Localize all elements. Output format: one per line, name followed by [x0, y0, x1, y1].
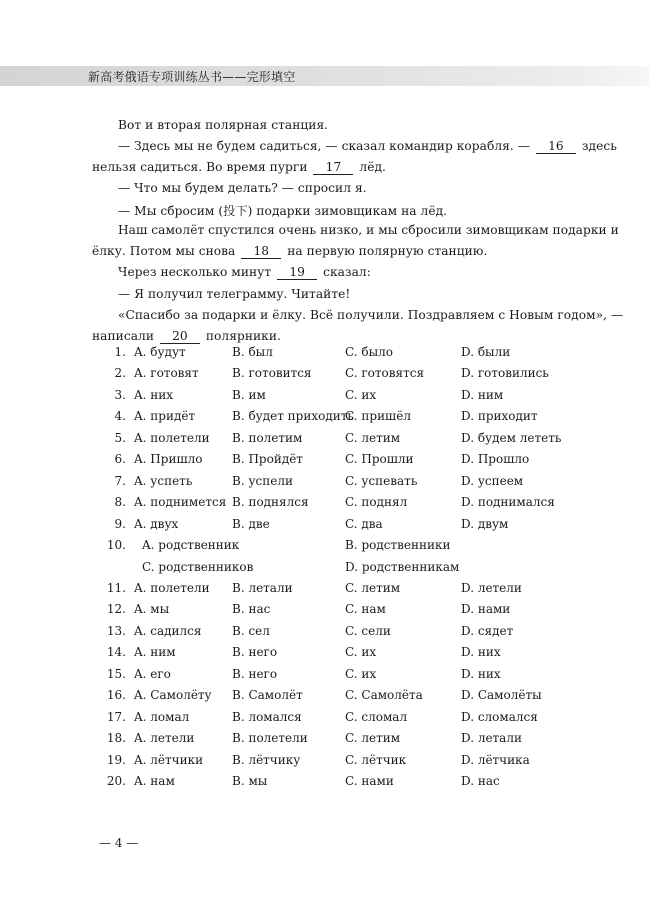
book-series-title: 新高考俄语专项训练丛书——完形填空	[88, 70, 296, 84]
answer-option: C. летим	[345, 430, 401, 445]
answer-option: A. них	[134, 387, 174, 402]
page-number: — 4 —	[99, 836, 139, 850]
answer-option: C. их	[345, 666, 377, 681]
passage-line	[118, 202, 447, 219]
answer-option: A. садился	[134, 623, 202, 638]
answer-option: A. родственник	[142, 538, 240, 553]
answer-option: D. них	[461, 666, 501, 681]
answer-option: A. успеть	[134, 473, 193, 488]
answer-option: C. летим	[345, 731, 401, 746]
answer-option: A. готовят	[134, 366, 199, 381]
answer-option: D. лётчика	[461, 752, 530, 767]
passage-text-after-blank: на первую полярную станцию.	[287, 244, 488, 258]
answer-option: D. готовились	[461, 366, 549, 381]
passage-text: — Мы сбросим (投下) подарки зимовщикам на лёд.	[118, 204, 448, 218]
answer-option: D. будем лететь	[461, 430, 562, 445]
question-number: 1.	[114, 345, 126, 359]
answer-option: B. Самолёт	[232, 688, 303, 703]
answer-option: B. лётчику	[232, 752, 301, 767]
passage-text: — Здесь мы не будем садиться, — сказал командир корабля. —	[118, 139, 530, 153]
answer-option: C. пришёл	[345, 409, 411, 424]
passage-text: ёлку. Потом мы снова	[92, 244, 236, 258]
answer-option: B. сел	[232, 623, 270, 638]
answer-option: C. Прошли	[345, 452, 414, 467]
answer-option: D. Самолёты	[461, 688, 542, 703]
question-number: 8.	[114, 495, 126, 510]
answer-option: B. летали	[232, 580, 293, 595]
answer-option: D. них	[461, 645, 501, 660]
answer-option: C. летим	[345, 580, 401, 595]
answer-option: A. ломал	[134, 709, 190, 724]
answer-option: D. нами	[461, 602, 511, 617]
question-number: 4.	[114, 409, 126, 424]
answer-option: D. сломался	[461, 709, 538, 724]
passage-text: нельзя садиться. Во время пурги	[92, 160, 308, 174]
answer-option: A. его	[134, 666, 171, 681]
answer-option: C. лётчик	[345, 752, 407, 767]
answer-option: C. сели	[345, 623, 391, 638]
answer-option: C. Самолёта	[345, 688, 423, 703]
question-number: 14.	[106, 645, 126, 660]
answer-option: B. ломался	[232, 709, 302, 724]
passage-line	[92, 244, 487, 259]
passage-text: — Я получил телеграмму. Читайте!	[118, 287, 351, 301]
passage-line	[118, 287, 350, 301]
answer-option: A. придёт	[134, 409, 196, 424]
passage-line	[118, 308, 623, 322]
answer-option: B. им	[232, 387, 266, 402]
question-number: 9.	[114, 516, 126, 531]
answer-option: A. Самолёту	[134, 688, 212, 703]
answer-blank: 16	[536, 140, 576, 154]
answer-option: D. родственникам	[345, 559, 460, 574]
answer-blank: 17	[313, 161, 353, 175]
answer-option: A. полетели	[134, 430, 210, 445]
answer-option: A. ним	[134, 645, 176, 660]
answer-blank: 20	[160, 330, 200, 344]
answer-option: B. был	[232, 345, 273, 359]
answer-option: B. него	[232, 645, 278, 660]
answer-option: C. готовятся	[345, 366, 425, 381]
question-number: 16.	[106, 688, 126, 703]
answer-option: D. летали	[461, 731, 522, 746]
answer-option: A. поднимется	[134, 495, 227, 510]
answer-option: C. было	[345, 345, 394, 359]
answer-option: B. будет приходить	[232, 409, 354, 424]
answer-option: C. их	[345, 645, 377, 660]
answer-option: A. двух	[134, 516, 179, 531]
answer-option: A. будут	[134, 345, 186, 359]
answer-option: B. родственники	[345, 538, 451, 553]
answer-option: A. нам	[134, 774, 175, 788]
answer-option: C. их	[345, 387, 377, 402]
question-number: 18.	[106, 731, 126, 746]
answer-option: D. Прошло	[461, 452, 530, 467]
passage-text-after-blank: лёд.	[359, 160, 386, 174]
answer-option: D. успеем	[461, 473, 524, 488]
passage-line	[92, 329, 281, 344]
passage-text: Наш самолёт спустился очень низко, и мы сбросили зимовщикам подарки и	[118, 223, 619, 237]
question-number: 19.	[106, 752, 126, 767]
question-number: 20.	[106, 774, 126, 788]
passage-line	[118, 118, 328, 132]
question-number: 13.	[106, 623, 126, 638]
passage-line	[118, 181, 367, 195]
passage-line	[118, 223, 619, 237]
passage-text: Вот и вторая полярная станция.	[118, 118, 329, 132]
answer-option: C. поднял	[345, 495, 408, 510]
answer-option: A. Пришло	[134, 452, 203, 467]
passage-text: Через несколько минут	[118, 265, 272, 279]
answer-option: C. два	[345, 516, 383, 531]
passage-text-after-blank: здесь	[581, 139, 617, 153]
passage-text: «Спасибо за подарки и ёлку. Всё получили. Поздравляем с Новым годом», —	[118, 308, 624, 322]
passage-line	[92, 160, 386, 175]
answer-option: C. нами	[345, 774, 394, 788]
answer-option: B. полетим	[232, 430, 303, 445]
question-number: 11.	[106, 580, 126, 595]
answer-option: B. него	[232, 666, 278, 681]
question-number: 15.	[106, 666, 126, 681]
answer-option: A. мы	[134, 602, 170, 617]
passage-line	[118, 265, 371, 280]
passage-text: написали	[92, 329, 154, 343]
answer-option: B. две	[232, 516, 270, 531]
answer-option: C. родственников	[142, 559, 254, 574]
answer-option: C. успевать	[345, 473, 418, 488]
answer-option: D. нас	[461, 774, 500, 788]
question-number: 6.	[114, 452, 126, 467]
answer-option: C. нам	[345, 602, 386, 617]
answer-option: B. успели	[232, 473, 293, 488]
answer-option: A. лётчики	[134, 752, 204, 767]
passage-line	[118, 139, 617, 154]
answer-option: B. Пройдёт	[232, 452, 303, 467]
answer-option: A. летели	[134, 731, 195, 746]
question-number: 2.	[114, 366, 126, 381]
question-number: 5.	[114, 430, 126, 445]
answer-option: D. ним	[461, 387, 504, 402]
answer-option: D. сядет	[461, 623, 514, 638]
answer-option: D. двум	[461, 516, 509, 531]
answer-option: D. приходит	[461, 409, 538, 424]
question-number: 10.	[106, 538, 126, 553]
answer-option: B. нас	[232, 602, 271, 617]
answer-option: D. летели	[461, 580, 522, 595]
answer-option: B. мы	[232, 774, 268, 788]
passage-text: — Что мы будем делать? — спросил я.	[118, 181, 367, 195]
answer-option: C. сломал	[345, 709, 408, 724]
answer-blank: 18	[241, 245, 281, 259]
question-number: 17.	[106, 709, 126, 724]
answer-option: B. полетели	[232, 731, 308, 746]
answer-option: D. были	[461, 345, 511, 359]
passage-text-after-blank: полярники.	[205, 329, 281, 343]
answer-option: B. готовится	[232, 366, 312, 381]
question-number: 7.	[114, 473, 126, 488]
question-number: 3.	[114, 387, 126, 402]
question-number: 12.	[106, 602, 126, 617]
answer-option: B. поднялся	[232, 495, 309, 510]
answer-blank: 19	[277, 266, 317, 280]
passage-text-after-blank: сказал:	[323, 265, 371, 279]
answer-option: D. поднимался	[461, 495, 555, 510]
answer-option: A. полетели	[134, 580, 210, 595]
